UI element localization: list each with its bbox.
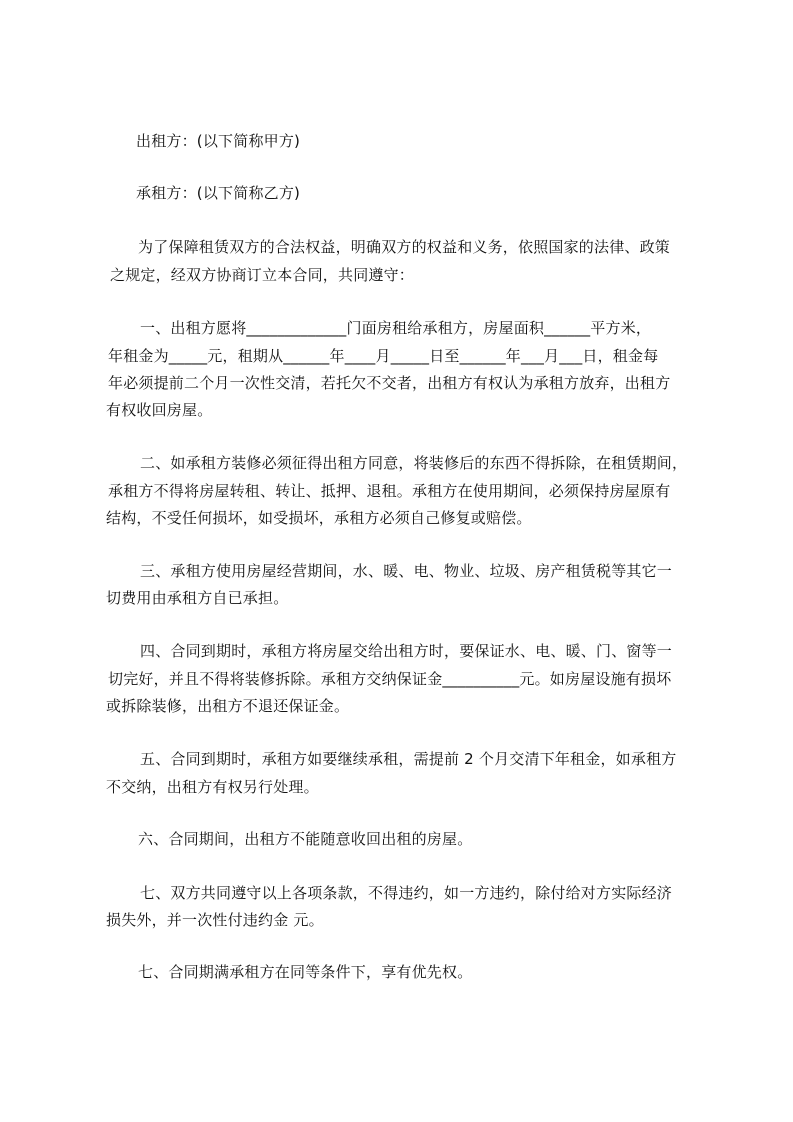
clause-1-line-2: 年租金为_____元，租期从______年____月_____日至______年___月___日，租金每 xyxy=(108,347,659,365)
clause-5-line-2: 不交纳，出租方有权另行处理。 xyxy=(106,778,319,796)
clause-8-line-1: 七、合同期满承租方在同等条件下，享有优先权。 xyxy=(138,963,473,981)
preamble-line-1: 为了保障租赁双方的合法权益，明确双方的权益和义务，依照国家的法律、政策 xyxy=(138,238,671,256)
clause-1-line-3: 年必须提前二个月一次性交清，若托欠不交者，出租方有权认为承租方放弃，出租方 xyxy=(108,374,671,392)
clause-3-line-1: 三、承租方使用房屋经营期间，水、暖、电、物业、垃圾、房产租赁税等其它一 xyxy=(140,562,673,580)
clause-1-line-4: 有权收回房屋。 xyxy=(106,401,213,419)
clause-4-line-3: 或拆除装修，出租方不退还保证金。 xyxy=(106,697,350,715)
clause-2-line-3: 结构，不受任何损坏，如受损坏，承租方必须自己修复或赔偿。 xyxy=(106,509,532,527)
clause-1-line-1: 一、出租方愿将_____________门面房租给承租方，房屋面积______平方米， xyxy=(140,319,652,337)
preamble-line-2: 之规定，经双方协商订立本合同，共同遵守： xyxy=(110,266,415,284)
clause-6-line-1: 六、合同期间，出租方不能随意收回出租的房屋。 xyxy=(138,830,473,848)
lessor-line: 出租方：(以下简称甲方) xyxy=(136,132,301,150)
clause-2-line-1: 二、如承租方装修必须征得出租方同意，将装修后的东西不得拆除，在租赁期间， xyxy=(140,454,688,472)
clause-7-line-2: 损失外，并一次性付违约金 元。 xyxy=(106,911,324,929)
clause-5-line-1: 五、合同到期时，承租方如要继续承租，需提前 2 个月交清下年租金，如承租方 xyxy=(140,750,677,768)
clause-4-line-1: 四、合同到期时，承租方将房屋交给出租方时，要保证水、电、暖、门、窗等一 xyxy=(140,642,673,660)
clause-4-line-2: 切完好，并且不得将装修拆除。承租方交纳保证金__________元。如房屋设施有损坏 xyxy=(108,670,672,688)
lessee-line: 承租方：(以下简称乙方) xyxy=(136,184,301,202)
clause-7-line-1: 七、双方共同遵守以上各项条款，不得违约，如一方违约，除付给对方实际经济 xyxy=(140,884,673,902)
clause-2-line-2: 承租方不得将房屋转租、转让、抵押、退租。承租方在使用期间，必须保持房屋原有 xyxy=(108,482,671,500)
clause-3-line-2: 切费用由承租方自已承担。 xyxy=(106,589,289,607)
